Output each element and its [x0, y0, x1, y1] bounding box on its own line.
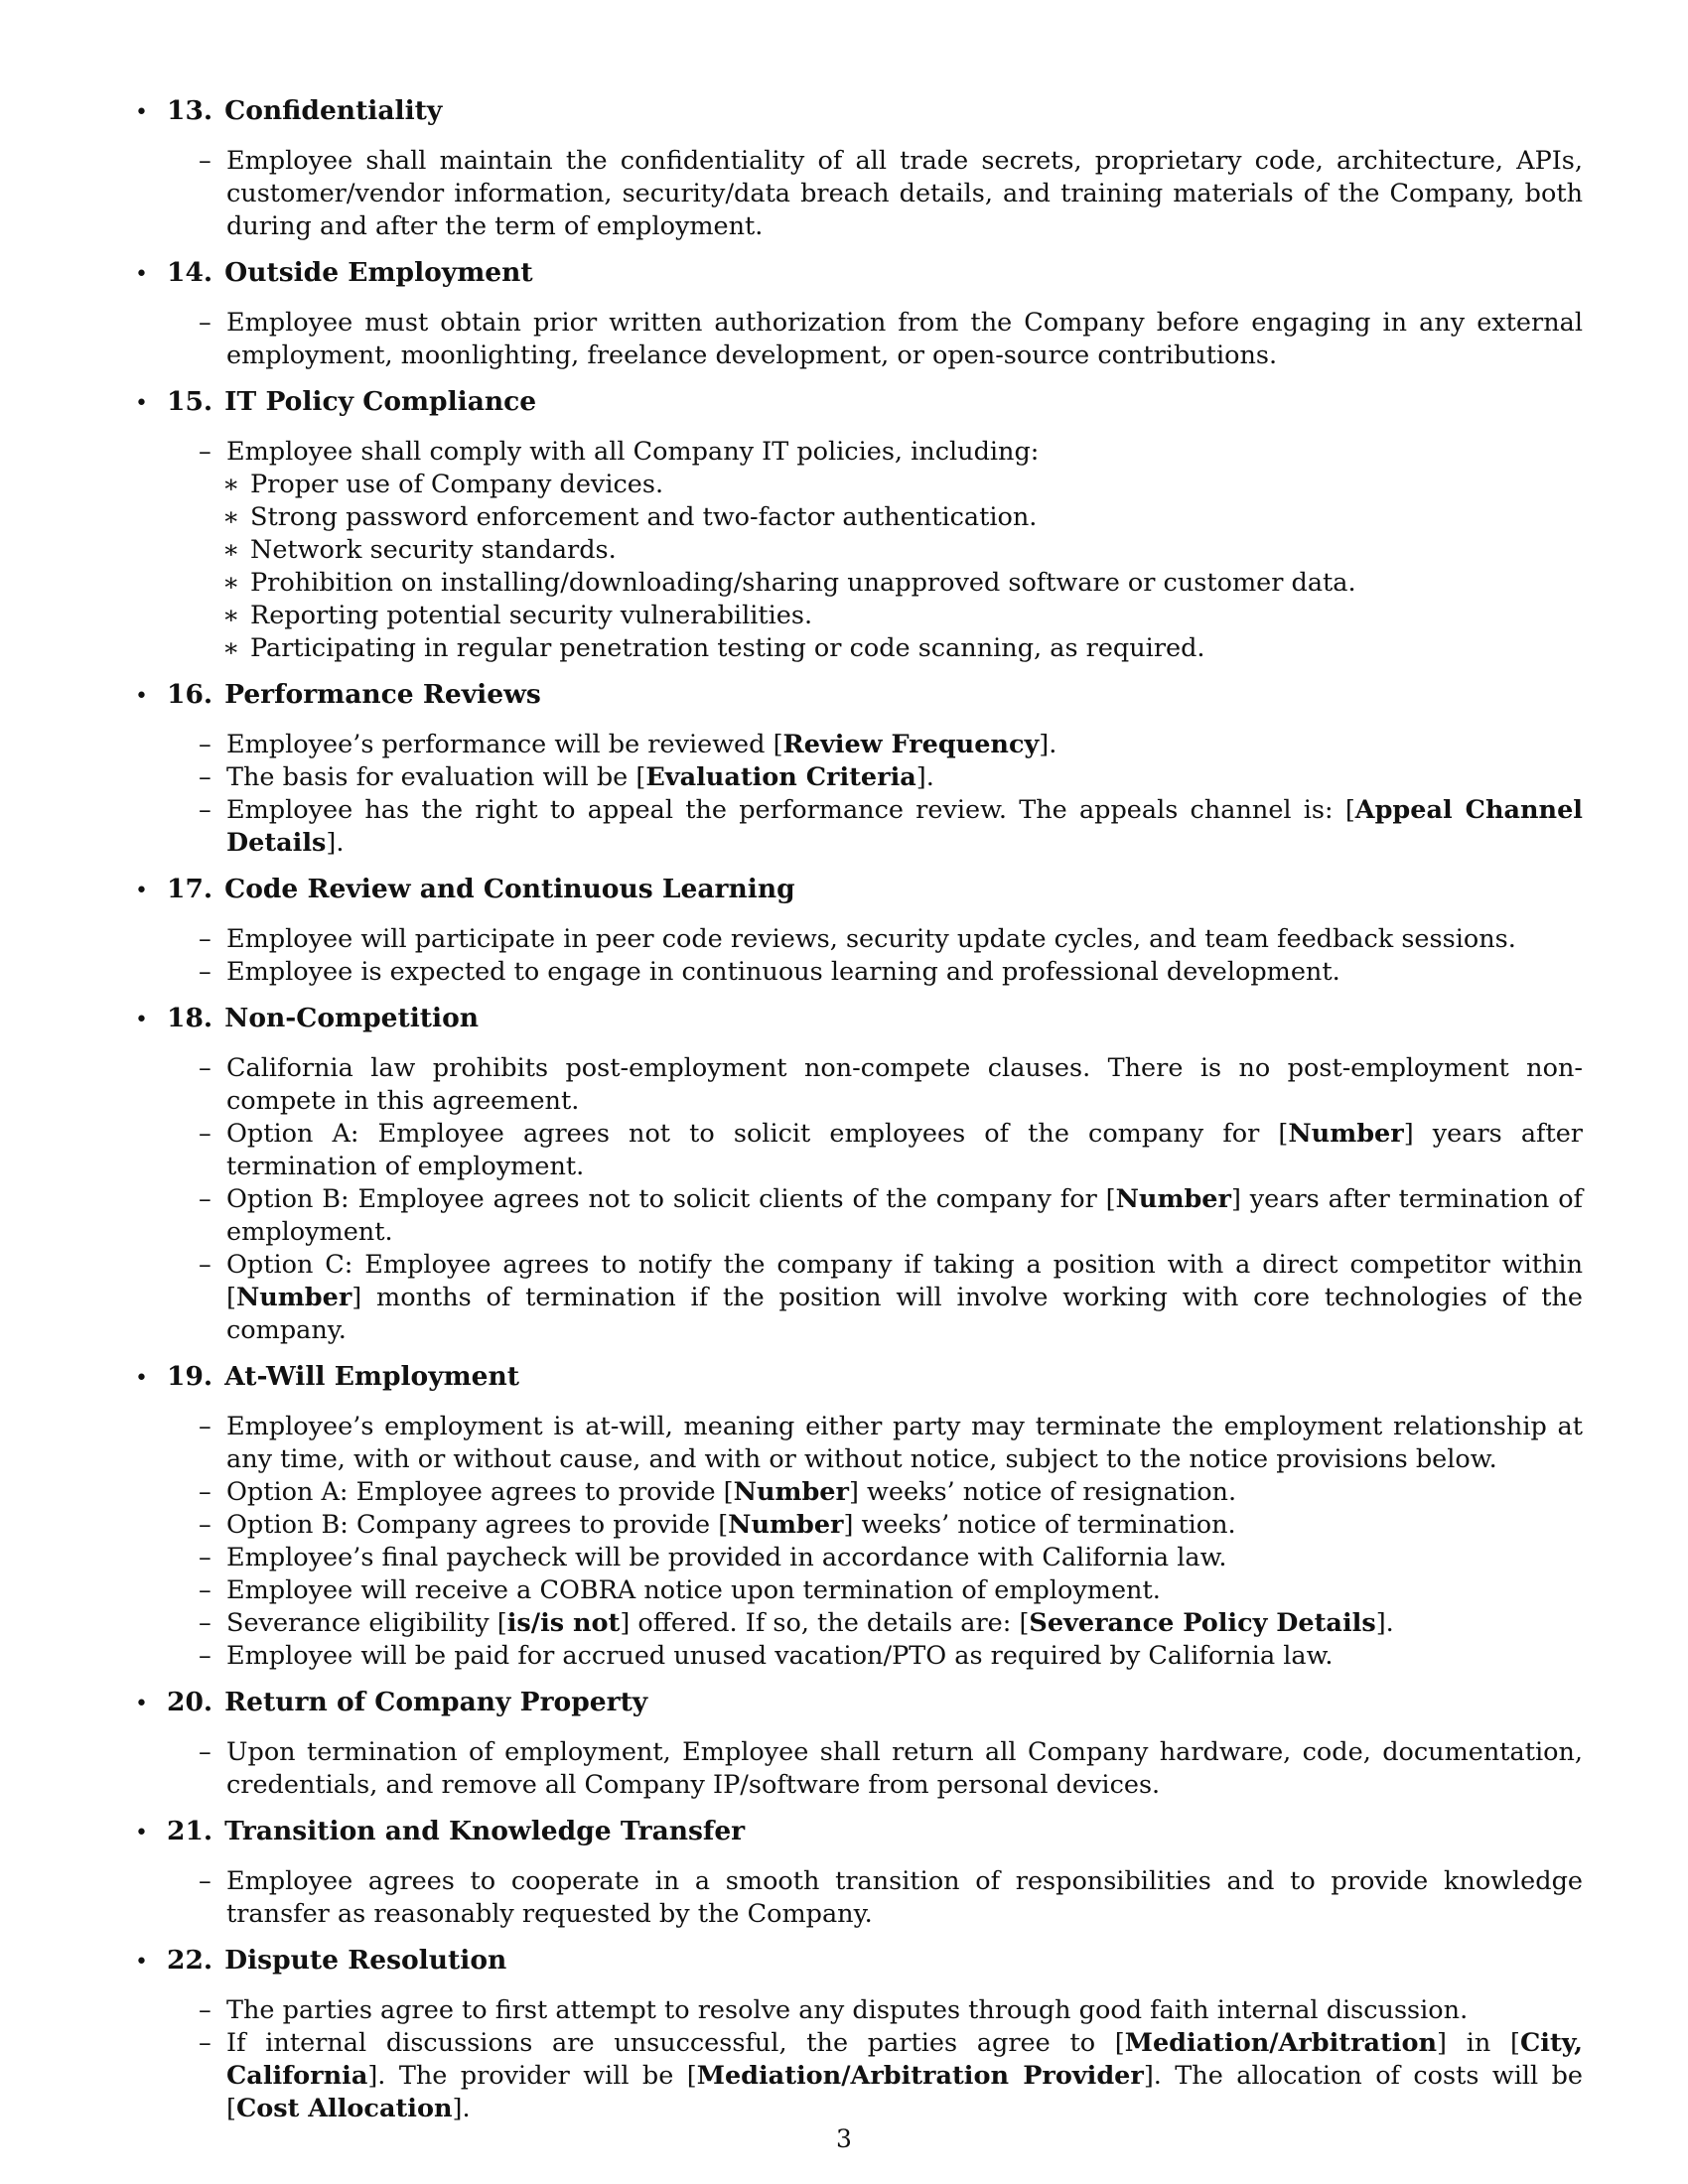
- list-item-text: [226, 307, 1583, 372]
- list-item: [199, 1183, 1583, 1249]
- placeholder-field: Severance Policy Details: [1029, 1608, 1376, 1638]
- list-item: [199, 1640, 1583, 1673]
- section-title: Dispute Resolution: [224, 1945, 507, 1976]
- asterisk-icon: ∗: [222, 535, 240, 565]
- text-run: Employee’s performance will be reviewed [: [226, 730, 783, 759]
- bullet-icon: •: [135, 1008, 148, 1032]
- section-heading: [135, 1361, 1583, 1401]
- text-run: Employee will receive a COBRA notice upon termination of employment.: [226, 1575, 1161, 1605]
- text-run: ] weeks’ notice of resignation.: [848, 1477, 1237, 1507]
- section-heading: [135, 95, 1583, 135]
- section-title: Non-Competition: [224, 1003, 480, 1033]
- placeholder-field: Mediation/Arbitration Provider: [696, 2061, 1144, 2091]
- text-run: ].: [452, 2094, 471, 2123]
- bullet-icon: •: [135, 684, 148, 709]
- dash-icon: –: [199, 1184, 211, 1214]
- section-heading: [135, 1945, 1583, 1984]
- section-heading: [135, 386, 1583, 426]
- section-17: [135, 874, 1583, 989]
- section-heading: [135, 679, 1583, 719]
- list-item: [199, 1574, 1583, 1607]
- section-15: [135, 386, 1583, 665]
- list-item: [199, 1411, 1583, 1476]
- sub-list-item: [222, 469, 1583, 501]
- list-item: [199, 1052, 1583, 1118]
- text-run: Employee is expected to engage in continuous learning and professional development.: [226, 957, 1340, 987]
- placeholder-field: Review Frequency: [782, 730, 1040, 759]
- list-item-text: [226, 436, 1583, 469]
- list-item: [199, 923, 1583, 956]
- section-items: [199, 1052, 1583, 1347]
- section-number: 16.: [167, 679, 213, 710]
- section-items: [199, 1994, 1583, 2125]
- section-heading: [135, 874, 1583, 913]
- text-run: ] years after termination of employment.: [226, 1184, 1583, 1247]
- placeholder-field: Number: [1288, 1119, 1404, 1149]
- list-item-text: [226, 1574, 1583, 1607]
- bullet-icon: •: [135, 391, 148, 416]
- asterisk-icon: ∗: [222, 502, 240, 532]
- text-run: Employee shall maintain the confidentiality of all trade secrets, proprietary code, architecture, APIs, customer/vendor information, security/data breach details, and training materials of the Company, both during and after the term of employment.: [226, 146, 1583, 241]
- section-heading: [135, 1003, 1583, 1042]
- section-title: Performance Reviews: [224, 679, 541, 710]
- bullet-icon: •: [135, 1950, 148, 1975]
- list-item-text: [226, 1865, 1583, 1931]
- text-run: Employee’s final paycheck will be provided in accordance with California law.: [226, 1543, 1227, 1572]
- asterisk-icon: ∗: [222, 568, 240, 598]
- placeholder-field: Number: [235, 1283, 352, 1312]
- text-run: California law prohibits post-employment non-compete clauses. There is no post-employment non-compete in this agreement.: [226, 1053, 1583, 1116]
- text-run: ].: [1375, 1608, 1394, 1638]
- text-run: Employee shall comply with all Company IT policies, including:: [226, 437, 1040, 467]
- sub-list-item: [222, 600, 1583, 632]
- text-run: ].: [915, 762, 934, 792]
- text-run: ] months of termination if the position will involve working with core technologies of the company.: [226, 1283, 1583, 1345]
- section-14: [135, 257, 1583, 372]
- sub-list-item-text: Reporting potential security vulnerabilities.: [250, 601, 813, 630]
- sub-list-item-text: Network security standards.: [250, 535, 617, 565]
- placeholder-field: Number: [1115, 1184, 1231, 1214]
- sub-list-item: [222, 632, 1583, 665]
- dash-icon: –: [199, 1608, 211, 1638]
- text-run: Option C: Employee agrees to notify the company if taking a position with a direct competitor within [: [226, 1250, 1583, 1312]
- section-18: [135, 1003, 1583, 1347]
- section-22: [135, 1945, 1583, 2125]
- list-item: [199, 729, 1583, 761]
- text-run: If internal discussions are unsuccessful, the parties agree to [: [226, 2028, 1125, 2058]
- section-title: Transition and Knowledge Transfer: [224, 1816, 746, 1846]
- text-run: ] offered. If so, the details are: [: [620, 1608, 1030, 1638]
- text-run: ]. The allocation of costs will be [: [226, 2061, 1583, 2123]
- sub-list-item: [222, 534, 1583, 567]
- list-item-text: [226, 1118, 1583, 1183]
- bullet-icon: •: [135, 1821, 148, 1845]
- placeholder-field: Number: [733, 1477, 849, 1507]
- section-16: [135, 679, 1583, 860]
- section-items: [199, 436, 1583, 665]
- list-item: [199, 436, 1583, 469]
- section-items: [199, 1736, 1583, 1802]
- dash-icon: –: [199, 1053, 211, 1083]
- list-item-text: [226, 1052, 1583, 1118]
- dash-icon: –: [199, 957, 211, 987]
- dash-icon: –: [199, 1641, 211, 1671]
- section-items: [199, 729, 1583, 860]
- text-run: ] weeks’ notice of termination.: [843, 1510, 1236, 1540]
- dash-icon: –: [199, 437, 211, 467]
- bullet-icon: •: [135, 1366, 148, 1391]
- list-item-text: [226, 1183, 1583, 1249]
- section-items: [199, 923, 1583, 989]
- text-run: Option A: Employee agrees to provide [: [226, 1477, 734, 1507]
- sub-list-item-text: Strong password enforcement and two-factor authentication.: [250, 502, 1038, 532]
- text-run: ] in [: [1437, 2028, 1520, 2058]
- text-run: Employee will be paid for accrued unused vacation/PTO as required by California law.: [226, 1641, 1334, 1671]
- dash-icon: –: [199, 1575, 211, 1605]
- text-run: Employee will participate in peer code reviews, security update cycles, and team feedback sessions.: [226, 924, 1516, 954]
- sub-list-item: [222, 501, 1583, 534]
- section-19: [135, 1361, 1583, 1673]
- dash-icon: –: [199, 1995, 211, 2025]
- list-item: [199, 1607, 1583, 1640]
- section-title: Code Review and Continuous Learning: [224, 874, 795, 904]
- text-run: ] years after termination of employment.: [226, 1119, 1583, 1181]
- dash-icon: –: [199, 1119, 211, 1149]
- text-run: ].: [1039, 730, 1057, 759]
- list-item-text: [226, 1640, 1583, 1673]
- text-run: Option A: Employee agrees not to solicit employees of the company for [: [226, 1119, 1289, 1149]
- text-run: Employee has the right to appeal the performance review. The appeals channel is: [: [226, 795, 1355, 825]
- text-run: Severance eligibility [: [226, 1608, 507, 1638]
- section-heading: [135, 257, 1583, 297]
- list-item: [199, 307, 1583, 372]
- text-run: Employee agrees to cooperate in a smooth transition of responsibilities and to provide knowledge transfer as reasonably requested by the Company.: [226, 1866, 1583, 1929]
- list-item-text: [226, 923, 1583, 956]
- section-number: 15.: [167, 386, 213, 417]
- text-run: The parties agree to first attempt to resolve any disputes through good faith internal discussion.: [226, 1995, 1469, 2025]
- section-heading: [135, 1816, 1583, 1855]
- bullet-icon: •: [135, 262, 148, 287]
- section-number: 19.: [167, 1361, 213, 1392]
- text-run: Option B: Employee agrees not to solicit clients of the company for [: [226, 1184, 1116, 1214]
- list-item: [199, 1542, 1583, 1574]
- section-title: Confidentiality: [224, 95, 443, 126]
- text-run: ]. The provider will be [: [367, 2061, 697, 2091]
- list-item-text: [226, 1509, 1583, 1542]
- bullet-icon: •: [135, 100, 148, 125]
- list-item-text: [226, 1607, 1583, 1640]
- placeholder-field: Number: [728, 1510, 844, 1540]
- dash-icon: –: [199, 1510, 211, 1540]
- placeholder-field: Appeal Channel Details: [226, 795, 1583, 858]
- section-number: 22.: [167, 1945, 213, 1976]
- section-items: [199, 307, 1583, 372]
- dash-icon: –: [199, 146, 211, 176]
- dash-icon: –: [199, 308, 211, 338]
- section-20: [135, 1687, 1583, 1802]
- text-run: Upon termination of employment, Employee shall return all Company hardware, code, documentation, credentials, and remove all Company IP/software from personal devices.: [226, 1737, 1583, 1800]
- dash-icon: –: [199, 1477, 211, 1507]
- list-item-text: [226, 1249, 1583, 1347]
- list-item-text: [226, 1736, 1583, 1802]
- sub-list: [222, 469, 1583, 665]
- list-item-text: [226, 1994, 1583, 2027]
- bullet-icon: •: [135, 879, 148, 903]
- document-body: [135, 95, 1583, 2139]
- asterisk-icon: ∗: [222, 633, 240, 663]
- section-items: [199, 145, 1583, 243]
- list-item: [199, 956, 1583, 989]
- list-item: [199, 1865, 1583, 1931]
- sub-list-item-text: Participating in regular penetration testing or code scanning, as required.: [250, 633, 1205, 663]
- list-item-text: [226, 1411, 1583, 1476]
- text-run: The basis for evaluation will be [: [226, 762, 646, 792]
- list-item: [199, 761, 1583, 794]
- placeholder-field: Mediation/Arbitration: [1124, 2028, 1438, 2058]
- placeholder-field: City, California: [226, 2028, 1583, 2091]
- section-title: IT Policy Compliance: [224, 386, 537, 417]
- list-item: [199, 1118, 1583, 1183]
- list-item-text: [226, 794, 1583, 860]
- dash-icon: –: [199, 1543, 211, 1572]
- list-item: [199, 1476, 1583, 1509]
- section-number: 18.: [167, 1003, 213, 1033]
- list-item-text: [226, 2027, 1583, 2125]
- sub-list-item: [222, 567, 1583, 600]
- section-title: Return of Company Property: [224, 1687, 648, 1717]
- dash-icon: –: [199, 762, 211, 792]
- list-item: [199, 1736, 1583, 1802]
- section-heading: [135, 1687, 1583, 1726]
- list-item: [199, 2027, 1583, 2125]
- section-title: At-Will Employment: [224, 1361, 520, 1392]
- text-run: Employee must obtain prior written authorization from the Company before engaging in any external employment, moonlighting, freelance development, or open-source contributions.: [226, 308, 1583, 370]
- placeholder-field: Cost Allocation: [235, 2094, 453, 2123]
- section-title: Outside Employment: [224, 257, 533, 288]
- list-item-text: [226, 729, 1583, 761]
- placeholder-field: is/is not: [506, 1608, 621, 1638]
- placeholder-field: Evaluation Criteria: [645, 762, 916, 792]
- section-number: 21.: [167, 1816, 213, 1846]
- section-number: 20.: [167, 1687, 213, 1717]
- sub-list-item-text: Proper use of Company devices.: [250, 470, 664, 499]
- dash-icon: –: [199, 1412, 211, 1441]
- list-item-text: [226, 956, 1583, 989]
- dash-icon: –: [199, 795, 211, 825]
- text-run: Option B: Company agrees to provide [: [226, 1510, 729, 1540]
- dash-icon: –: [199, 924, 211, 954]
- list-item: [199, 1509, 1583, 1542]
- list-item: [199, 1994, 1583, 2027]
- page-number: 3: [836, 2124, 852, 2153]
- bullet-icon: •: [135, 1692, 148, 1716]
- dash-icon: –: [199, 1737, 211, 1767]
- text-run: Employee’s employment is at-will, meaning either party may terminate the employment relationship at any time, with or without cause, and with or without notice, subject to the notice provisions below.: [226, 1412, 1583, 1474]
- list-item: [199, 145, 1583, 243]
- text-run: ].: [326, 828, 345, 858]
- section-21: [135, 1816, 1583, 1931]
- section-13: [135, 95, 1583, 243]
- section-items: [199, 1411, 1583, 1673]
- list-item: [199, 1249, 1583, 1347]
- dash-icon: –: [199, 1250, 211, 1280]
- list-item: [199, 794, 1583, 860]
- section-number: 13.: [167, 95, 213, 126]
- list-item-text: [226, 1476, 1583, 1509]
- asterisk-icon: ∗: [222, 601, 240, 630]
- list-item-text: [226, 1542, 1583, 1574]
- section-number: 14.: [167, 257, 213, 288]
- list-item-text: [226, 145, 1583, 243]
- section-number: 17.: [167, 874, 213, 904]
- dash-icon: –: [199, 730, 211, 759]
- sub-list-item-text: Prohibition on installing/downloading/sharing unapproved software or customer data.: [250, 568, 1356, 598]
- section-items: [199, 1865, 1583, 1931]
- asterisk-icon: ∗: [222, 470, 240, 499]
- list-item-text: [226, 761, 1583, 794]
- dash-icon: –: [199, 1866, 211, 1896]
- dash-icon: –: [199, 2028, 211, 2058]
